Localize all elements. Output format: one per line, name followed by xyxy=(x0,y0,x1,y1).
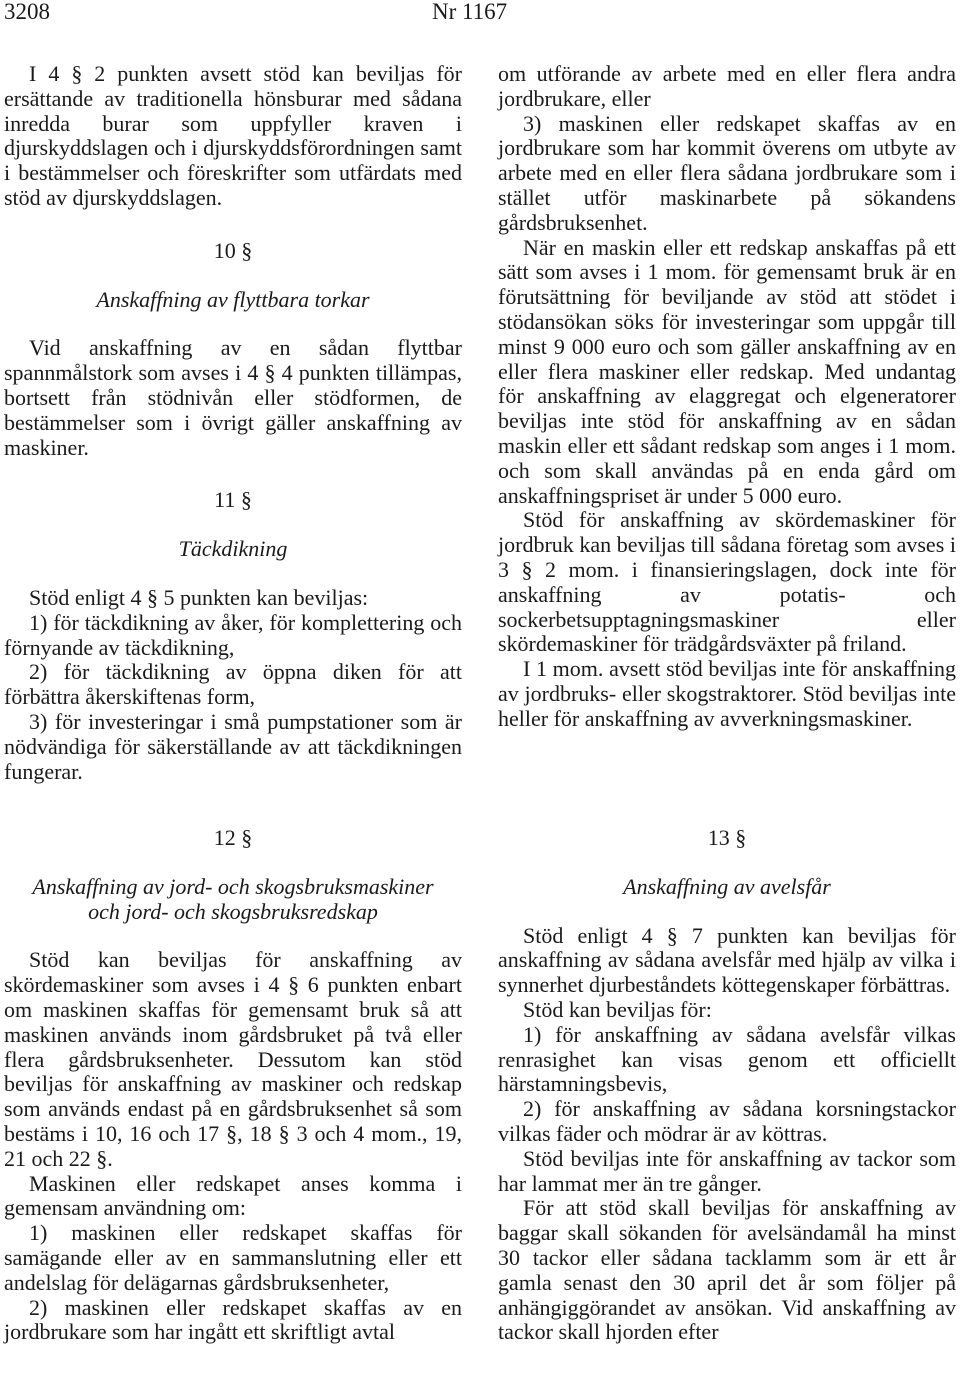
section-11-item-1: 1) för täckdikning av åker, för komplettering och förnyande av täckdikning, xyxy=(4,609,462,660)
section-13-paragraph-4: För att stöd skall beviljas för anskaffning av baggar skall sökanden för avelsändamål ha minst 30 tackor eller sådana tacklamm som är ett år gamla senast den 30 april det år som följer på anhängiggörandet av ansökan. Vid anskaffning av tackor skall hjorden efter xyxy=(498,1195,956,1345)
paragraph-item-3: 3) maskinen eller redskapet skaffas av en jordbrukare som har kommit överens om utbyte av arbete med en eller flera sådana jordbrukare som i stället utför maskinarbete på sökandens gårdsbruksenhet. xyxy=(498,110,956,235)
section-10-number: 10 § xyxy=(213,237,253,263)
section-11-number: 11 § xyxy=(214,487,252,513)
section-12-paragraph-1: Stöd kan beviljas för anskaffning av skördemaskiner som avses i 4 § 6 punkten enbart om maskinen skaffas för gemensamt bruk så att maskinen används inom gårdsbruket på två eller flera gårdsbruksenheter. Dessutom kan stöd beviljas för anskaffning av maskiner och redskap som används endast på en gårdsbruksenhet så som bestäms i 10, 16 och 17 §, 18 § 3 och 4 mom., 19, 21 och 22 §. xyxy=(4,947,462,1171)
paragraph-harvesters: Stöd för anskaffning av skördemaskiner för jordbruk kan beviljas till sådana företag som avses i 3 § 2 mom. i finansieringslagen, dock inte för anskaffning av potatis- och sockerbetsupptagningsmaskiner eller skördemaskiner för trädgårdsväxter på friland. xyxy=(498,507,956,657)
section-13-paragraph-3: Stöd beviljas inte för anskaffning av tackor som har lammat mer än tre gånger. xyxy=(498,1145,956,1196)
paragraph-continuation: om utförande av arbete med en eller flera andra jordbrukare, eller xyxy=(498,61,956,111)
left-bottom-column xyxy=(4,826,462,1345)
section-12-item-2: 2) maskinen eller redskapet skaffas av en jordbrukare som har ingått ett skriftligt avtal xyxy=(4,1294,462,1345)
section-11-intro: Stöd enligt 4 § 5 punkten kan beviljas: xyxy=(29,584,369,610)
paragraph-hen-cages: I 4 § 2 punkten avsett stöd kan beviljas för ersättande av traditionella hönsburar med sådana inredda burar som uppfyller kraven i djurskyddslagen och i djurskyddsförordningen samt i bestämmelser och föreskrifter som utfärdats med stöd av djurskyddslagen. xyxy=(4,61,462,210)
section-10-title: Anskaffning av flyttbara torkar xyxy=(96,286,370,312)
right-bottom-column xyxy=(498,826,956,1345)
page-number: 3208 xyxy=(4,0,50,24)
section-13-title: Anskaffning av avelsfår xyxy=(623,873,831,899)
section-13-number: 13 § xyxy=(707,825,747,850)
section-13-item-2: 2) för anskaffning av sådana korsningstackor vilkas fäder och mödrar är av köttras. xyxy=(498,1096,956,1146)
section-11-title: Täckdikning xyxy=(178,536,288,562)
section-13-item-1: 1) för anskaffning av sådana avelsfår vilkas renrasighet kan visas genom ett officiellt härstamningsbevis, xyxy=(498,1021,956,1097)
section-12-number: 12 § xyxy=(213,825,253,850)
paragraph-tractors: I 1 mom. avsett stöd beviljas inte för anskaffning av jordbruks- eller skogstraktorer. Stöd beviljas inte heller för anskaffning av avverkningsmaskiner. xyxy=(498,656,956,731)
section-13-paragraph-2: Stöd kan beviljas för: xyxy=(523,996,712,1022)
section-12-paragraph-2: Maskinen eller redskapet anses komma i gemensam användning om: xyxy=(4,1170,462,1221)
document-number: Nr 1167 xyxy=(432,0,508,24)
section-12-title-line-1: Anskaffning av jord- och skogsbruksmaskiner xyxy=(32,873,434,899)
section-12-title-line-2: och jord- och skogsbruksredskap xyxy=(88,898,378,924)
section-13-paragraph-1: Stöd enligt 4 § 7 punkten kan beviljas för anskaffning av sådana avelsfår med hjälp av vilka i synnerhet djurbeståndets köttegenskaper förbättras. xyxy=(498,922,956,998)
right-top-column xyxy=(498,62,956,732)
section-11-item-3: 3) för investeringar i små pumpstationer som är nödvändiga för säkerställande av att täckdikningen fungerar. xyxy=(4,708,462,784)
section-11-item-2: 2) för täckdikning av öppna diken för att förbättra åkerskiftenas form, xyxy=(4,659,462,710)
section-12-item-1: 1) maskinen eller redskapet skaffas för samägande eller av en sammanslutning eller ett andelslag för delägarnas gårdsbruksenheter, xyxy=(4,1220,462,1295)
left-top-column xyxy=(4,62,462,784)
section-10-paragraph: Vid anskaffning av en sådan flyttbar spannmålstork som avses i 4 § 4 punkten tillämpas, bortsett från stödnivån eller stödformen, de bestämmelser som i övrigt gäller anskaffning av maskiner. xyxy=(4,335,462,460)
paragraph-joint-use: När en maskin eller ett redskap anskaffas på ett sätt som avses i 1 mom. för gemensamt bruk är en förutsättning för beviljande av stöd att stödet i stödansökan söks för investeringar som uppgår till minst 9 000 euro och som gäller anskaffning av en eller flera maskiner eller redskap. Med undantag för anskaffning av elaggregat och elgeneratorer beviljas inte stöd för anskaffning av en sådan maskin eller ett sådant redskap som anges i 1 mom. och som skall användas på en enda gård om anskaffningspriset är under 5 000 euro. xyxy=(498,234,956,508)
